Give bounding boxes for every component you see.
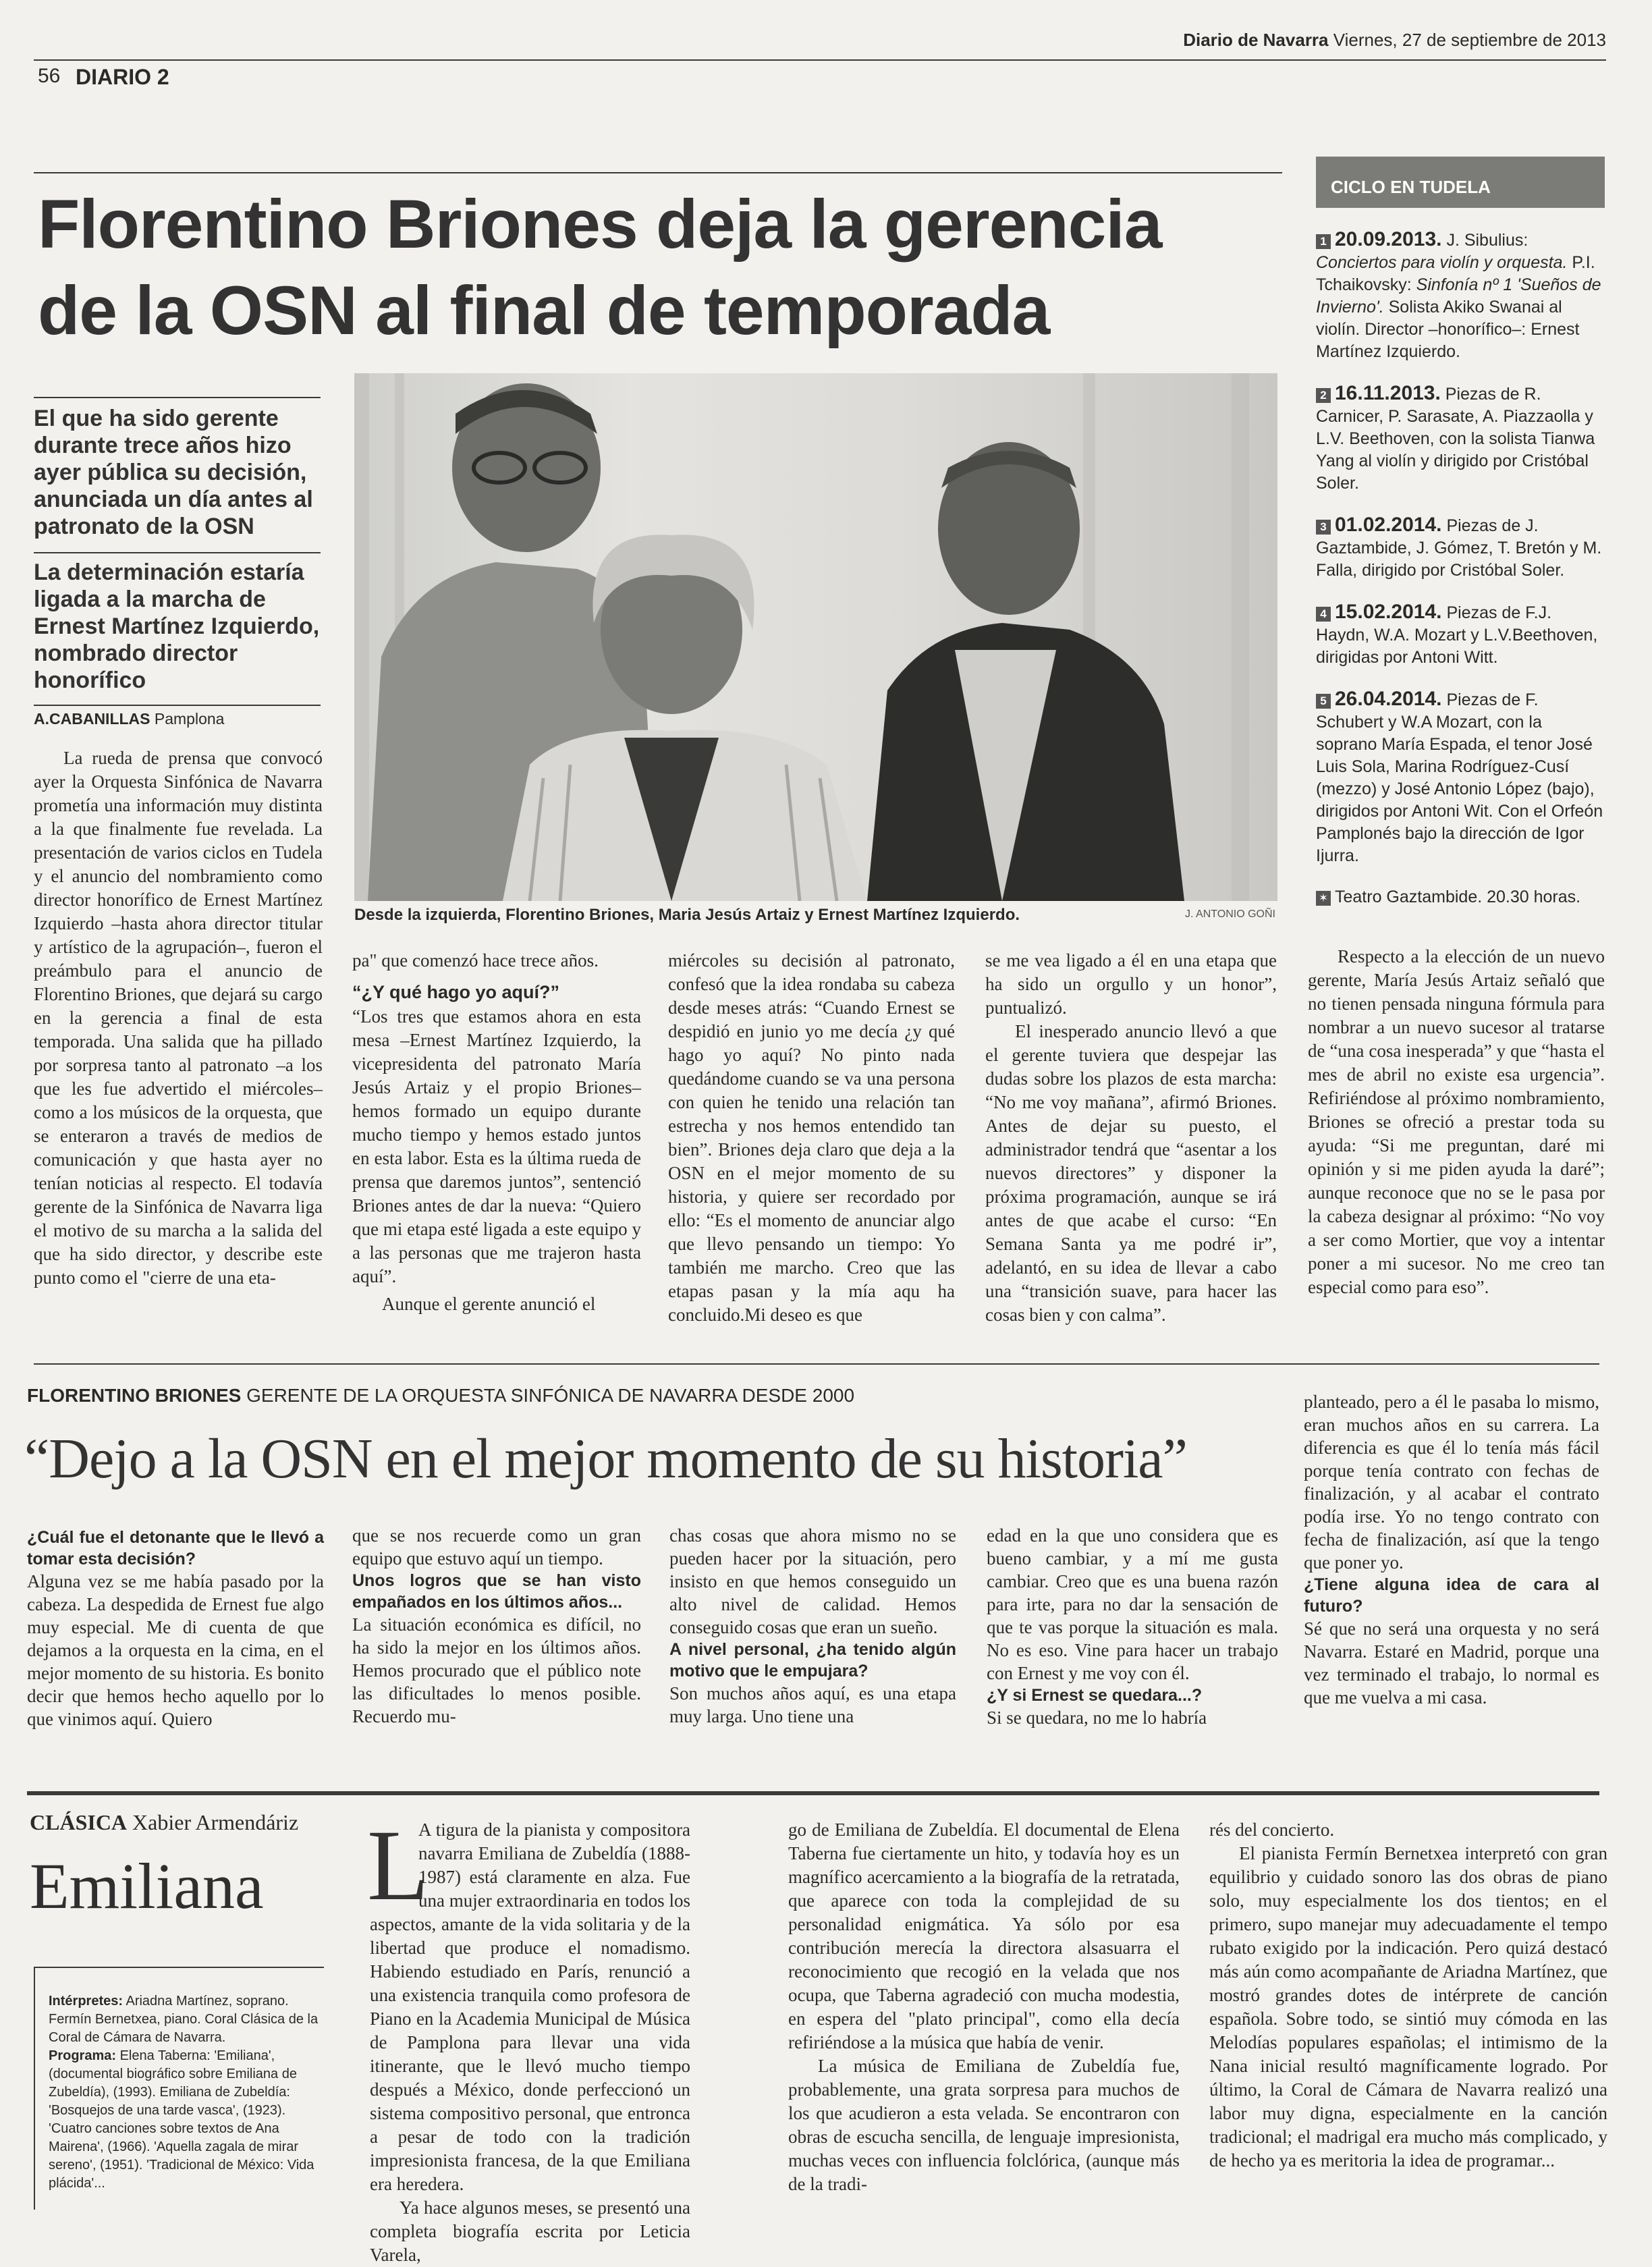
article-subhead: “¿Y qué hago yo aquí?” — [352, 982, 560, 1002]
sidebar-item-text: Piezas de J. Gaztambide, J. Gómez, T. Bretón y M. Falla, dirigido por Cristóbal Soler. — [1316, 516, 1602, 580]
deck-rule-1 — [34, 397, 321, 398]
star-icon: ✶ — [1316, 891, 1331, 906]
photo-three-people — [354, 373, 1277, 901]
publication-name: Diario de Navarra — [1183, 30, 1329, 50]
review-col1-p2: Ya hace algunos meses, se presentó una completa biografía escrita por Leticia Varela, — [370, 2197, 690, 2265]
article-photo — [354, 373, 1277, 901]
sidebar-item-4 — [1316, 601, 1606, 669]
sidebar-title: CICLO EN TUDELA — [1316, 157, 1605, 208]
sidebar-venue-text: Teatro Gaztambide. 20.30 horas. — [1335, 887, 1581, 906]
page-number: 56 — [38, 65, 61, 87]
article-col1-p1: La rueda de prensa que convocó ayer la Orquesta Sinfónica de Navarra prometía una información muy distinta a la que finalmente fue revelada. La presentación de varios ciclos en Tudela y el anuncio del nombramiento como director honorífico de Ernest Martínez Izquierdo –hasta ahora director titular y artístico de la agrupación–, fueron el preámbulo para el anuncio de Florentino Briones, que dejará su cargo en la gerencia a final de esta temporada. Una salida que ha pillado por sorpresa tanto al patronato –a los que les fue advertido el miércoles– como a los músicos de la orquesta, que se enteraron a través de medios de comunicación y que hasta ayer no tenían noticias al respecto. El todavía gerente de la Sinfónica de Navarra liga el motivo de su marcha a la salida del que ha sido director, y describe este punto como el "cierre de una eta- — [34, 748, 323, 1288]
review-col3-p2: El pianista Fermín Bernetxea interpretó con gran equilibrio y cuidado sonoro las dos obras de piano solo, muy especialmente los dos tientos; en el primero, supo manejar muy adecuadamente el tempo rubato exigido por la indicación. Pero quizá destacó más aún como acompañante de Ariadna Martínez, que mostró grandes dotes de intérprete de canción española. Sobre todo, se sintió muy cómoda en las Melodías populares españolas; el intimismo de la Nana inicial resultó magníficamente logrado. Por último, la Coral de Cámara de Navarra realizó una labor muy digna, especialmente en la canción tradicional; el madrigal era mucho más complicado, y de hecho ya es meritoria la idea de programar... — [1209, 1843, 1607, 2170]
interview-answer: chas cosas que ahora mismo no se pueden hacer por la situación, pero insisto en que hemos conseguido un alto nivel de calidad. Hemos conseguido cosas que eran un sueño. — [669, 1525, 956, 1637]
sidebar-item-date: 26.04.2014. — [1335, 688, 1442, 710]
interview-question: ¿Tiene alguna idea de cara al futuro? — [1304, 1575, 1599, 1616]
article-col3-p1: miércoles su decisión al patronato, confesó que la idea rondaba su cabeza desde meses atrás: “Cuando Ernest se despidió en junio yo me decía ¿y qué hago yo aquí? No pinto nada quedándome cuando se va una persona con quien he tenido una relación tan estrecha y nos hemos entendido tan bien”. Briones deja claro que deja a la OSN en el mejor momento de su historia, y quiere ser recordado por ello: “Es el momento de anunciar algo que llevo pensando un tiempo: Yo también me marcho. Creo que las etapas pasan y la mía aqu ha concluido.Mi deseo es que — [668, 950, 955, 1325]
interview-top-rule — [34, 1363, 1599, 1365]
article-col2-p2: “Los tres que estamos ahora en esta mesa –Ernest Martínez Izquierdo, la vicepresidenta del patronato María Jesús Artaiz y el propio Briones– hemos formado un equipo durante mucho tiempo y hemos estado juntos en esta labor. Esta es la última rueda de prensa que daremos juntos”, sentenció Briones antes de dar la nueva: “Quiero que mi etapa esté ligada a este equipo y a las personas que me trajeron hasta aquí”. — [352, 1006, 641, 1286]
header-rule — [34, 59, 1606, 61]
sidebar-item-5 — [1316, 688, 1606, 867]
interview-answer: que se nos recuerde como un gran equipo que estuvo aquí un tiempo. — [352, 1525, 641, 1568]
sidebar-item-text: Conciertos para violín y orquesta. — [1316, 253, 1568, 272]
sidebar-item-text: P.I. Tchaikovsky: — [1316, 253, 1595, 294]
review-col1-p1: A tigura de la pianista y compositora navarra Emiliana de Zubeldía (1888-1987) está claramente en alza. Fue una mujer extraordinaria en todos los aspectos, amante de la vida solitaria y de la libertad que produce el nomadismo. Habiendo estudiado en París, renunció a una existencia tranquila como profesora de Piano en la Academia Municipal de Música de Pamplona para llevar una vida itinerante, que le llevó mucho tiempo después a México, donde perfeccionó un sistema compositivo personal, que entronca a pesar de todo con la tradición impresionista francesa, de la que Emiliana era heredera. — [370, 1820, 690, 2194]
publication-date-line — [1140, 30, 1606, 51]
review-title: Emiliana — [30, 1850, 264, 1922]
review-author: Xabier Armendáriz — [132, 1810, 299, 1834]
article-col-4 — [985, 949, 1277, 1327]
article-col2-p3: Aunque el gerente anunció el — [382, 1294, 596, 1314]
review-col2-p2: La música de Emiliana de Zubeldía fue, probablemente, una grata sorpresa para muchos de los que acudieron a esta velada. Se encontraron con obras de escucha sencilla, de lenguaje impresionista, muchas veces con influencia folclórica, (aunque más de la tradi- — [788, 2056, 1180, 2194]
sidebar-item-date: 16.11.2013. — [1335, 382, 1441, 404]
sidebar-venue — [1316, 886, 1606, 908]
review-dropcap: L — [367, 1809, 429, 1921]
interview-kicker-role: GERENTE DE LA ORQUESTA SINFÓNICA DE NAVARRA DESDE 2000 — [246, 1385, 855, 1406]
article-col-1 — [34, 746, 323, 1290]
interview-answer: Alguna vez se me había pasado por la cabeza. La despedida de Ernest fue algo muy especial. Me di cuenta de que dejamos a la orquesta en la cima, en el mejor momento de su historia. Es bonito decir que hemos hecho aquello por lo que vinimos aquí. Quiero — [27, 1571, 324, 1729]
review-section: CLÁSICA — [30, 1810, 128, 1834]
deck-rule-2 — [34, 552, 321, 553]
photo-credit: J. ANTONIO GOÑI — [1185, 908, 1275, 920]
deck-rule-3 — [34, 705, 321, 706]
number-badge-icon: 4 — [1316, 607, 1331, 622]
sidebar-item-text: Piezas de R. Carnicer, P. Sarasate, A. Piazzaolla y L.V. Beethoven, con la solista Tianwa Yang al violín y dirigido por Cristóbal Soler. — [1316, 385, 1595, 493]
interview-answer: Son muchos años aquí, es una etapa muy larga. Uno tiene una — [669, 1683, 956, 1726]
article-col-3 — [668, 949, 955, 1327]
byline-name: A.CABANILLAS — [34, 710, 150, 728]
interview-question: ¿Y si Ernest se quedara...? — [987, 1686, 1203, 1705]
review-col3-p1: rés del concierto. — [1209, 1820, 1335, 1840]
article-col4-p1: se me vea ligado a él en una etapa que ha sido un orgullo y un honor”, puntualizó. — [985, 950, 1277, 1018]
sidebar-item-date: 01.02.2014. — [1335, 514, 1442, 536]
sidebar-item-date: 20.09.2013. — [1335, 228, 1442, 250]
photo-caption: Desde la izquierda, Florentino Briones, Maria Jesús Artaiz y Ernest Martínez Izquierdo. — [354, 906, 1020, 924]
review-credits-interpretes: Intérpretes: Ariadna Martínez, soprano. Fermín Bernetxea, piano. Coral Clásica de la Coral de Cámara de Navarra. — [49, 1994, 319, 2045]
deck-2: La determinación estaría ligada a la marcha de Ernest Martínez Izquierdo, nombrado director honorífico — [34, 559, 320, 693]
sidebar-item-3 — [1316, 514, 1606, 582]
interview-col-3 — [669, 1524, 956, 1728]
sidebar-item-1 — [1316, 228, 1606, 363]
byline-place: Pamplona — [154, 710, 225, 728]
interview-answer: La situación económica es difícil, no ha sido la mejor en los últimos años. Hemos procurado que el público note las dificultades lo menos posible. Recuerdo mu- — [352, 1614, 641, 1726]
section-name: DIARIO 2 — [76, 65, 169, 89]
interview-kicker — [27, 1385, 854, 1406]
review-top-rule — [27, 1791, 1599, 1795]
interview-col-2 — [352, 1524, 641, 1728]
interview-question: ¿Cuál fue el detonante que le llevó a tomar esta decisión? — [27, 1528, 324, 1568]
sidebar-item-text: Piezas de F. Schubert y W.A Mozart, con la soprano María Espada, el tenor José Luis Sola, Marina Rodríguez-Cusí (mezzo) y José Antonio López (bajo), dirigidos por Antoni Wit. Con el Orfeón Pamplonés bajo la dirección de Igor Ijurra. — [1316, 690, 1603, 865]
sidebar-item-date: 15.02.2014. — [1335, 601, 1442, 623]
interview-col-1 — [27, 1527, 324, 1730]
interview-headline: “Dejo a la OSN en el mejor momento de su historia” — [24, 1427, 1187, 1490]
review-col-1-text — [370, 1818, 690, 2267]
review-credits-programa: Programa: Elena Taberna: 'Emiliana', (documental biográfico sobre Emiliana de Zubeldía), (1993). Emiliana de Zubeldía: 'Bosquejos de una tarde vasca', (1923). 'Cuatro canciones sobre textos de Ana Mairena', (1966). 'Aquella zagala de mirar sereno', (1951). 'Tradicional de México: Vida plácida'... — [49, 2048, 314, 2191]
sidebar-item-2 — [1316, 382, 1606, 495]
publication-date: Viernes, 27 de septiembre de 2013 — [1333, 30, 1606, 50]
byline — [34, 710, 224, 728]
article-col4-p2: El inesperado anuncio llevó a que el gerente tuviera que despejar las dudas sobre los plazos de esta marcha: “No me voy mañana”, afirmó Briones. Antes de dejar su puesto, el administrador tendrá que “asentar a los nuevos directores” y disponer la próxima programación, aunque se irá antes de que acabe el curso: “En Semana Santa ya me podré ir”, adelantó, en su idea de llevar a cabo una “transición suave, para hacer las cosas bien y con calma”. — [985, 1021, 1277, 1325]
review-col-3 — [1209, 1818, 1607, 2173]
review-col-2 — [788, 1818, 1180, 2196]
interview-answer: Sé que no será una orquesta y no será Navarra. Estaré en Madrid, porque una vez terminado el trabajo, lo normal es que me vuelva a mi casa. — [1304, 1618, 1599, 1708]
sidebar-item-text: Sinfonía nº 1 'Sueños de Invierno'. — [1316, 275, 1601, 317]
sidebar-item-text: Solista Akiko Swanai al violín. Director –honorífico–: Ernest Martínez Izquierdo. — [1316, 298, 1580, 361]
article-col-5 — [1308, 945, 1605, 1299]
interview-col-4 — [987, 1524, 1278, 1729]
sidebar-item-text: J. Sibulius: — [1446, 231, 1529, 250]
sidebar-list — [1316, 228, 1606, 927]
interview-question: Unos logros que se han visto empañados en los últimos años... — [352, 1571, 641, 1612]
main-headline: Florentino Briones deja la gerencia de la OSN al final de temporada — [38, 186, 1162, 349]
article-col2-p1: pa" que comenzó hace trece años. — [352, 950, 599, 971]
interview-answer: planteado, pero a él le pasaba lo mismo, eran muchos años en su carrera. La diferencia es que él lo tenía más fácil porque tenía contrato con fechas de finalización, y al acabar el contrato podía irse. Yo no tengo contrato con fecha de finalización, así que la tengo que poner yo. — [1304, 1392, 1599, 1573]
sidebar-item-text: Piezas de F.J. Haydn, W.A. Mozart y L.V.Beethoven, dirigidas por Antoni Witt. — [1316, 603, 1598, 667]
review-kicker — [30, 1810, 298, 1835]
number-badge-icon: 3 — [1316, 520, 1331, 535]
number-badge-icon: 5 — [1316, 694, 1331, 709]
interview-col-5 — [1304, 1390, 1599, 1709]
number-badge-icon: 1 — [1316, 234, 1331, 249]
review-col2-p1: go de Emiliana de Zubeldía. El documental de Elena Taberna fue ciertamente un hito, y todavía hoy es un magnífico acercamiento a la biografía de la retratada, que aparece con toda la complejidad de su personalidad enigmática. Ya sólo por esa contribución merecía la directora alsasuarra el reconocimiento que recogió en la velada que nos ocupa, que Taberna agradeció con mucha modestia, en espera del "plato principal", como ella decía refiriéndose a la música que había de venir. — [788, 1820, 1180, 2052]
interview-answer: edad en la que uno considera que es bueno cambiar, y a mí me gusta cambiar. Creo que es una buena razón para irte, para no dar la sensación de que te vas porque la situación es mala. No es eso. Vine para hacer un trabajo con Ernest y me voy con él. — [987, 1525, 1278, 1683]
interview-question: A nivel personal, ¿ha tenido algún motivo que le empujara? — [669, 1640, 956, 1681]
deck-1: El que ha sido gerente durante trece años hizo ayer pública su decisión, anunciada un día antes al patronato de la OSN — [34, 406, 313, 539]
interview-kicker-name: FLORENTINO BRIONES — [27, 1385, 242, 1406]
review-credits-box — [34, 1967, 324, 2210]
article-col5-p1: Respecto a la elección de un nuevo gerente, María Jesús Artaiz señaló que no tienen pensada ninguna fórmula para nombrar a un nuevo sucesor al tratarse de “una cosa inesperada” y que “hasta el mes de abril no existe esa urgencia”. Refiriéndose al próximo nombramiento, Briones se ofreció a prestar toda su ayuda: “Si me preguntan, daré mi opinión y si me piden ayuda la daré”; aunque reconoce que no se le pasa por la cabeza designar al próximo: “No voy a ser como Mortier, que voy a intentar poner a mi sucesor. No me creo tan especial como para eso”. — [1308, 946, 1605, 1297]
article-col-2 — [352, 949, 641, 1316]
interview-answer: Si se quedara, no me lo habría — [987, 1708, 1207, 1728]
number-badge-icon: 2 — [1316, 388, 1331, 403]
headline-top-rule — [34, 172, 1282, 173]
